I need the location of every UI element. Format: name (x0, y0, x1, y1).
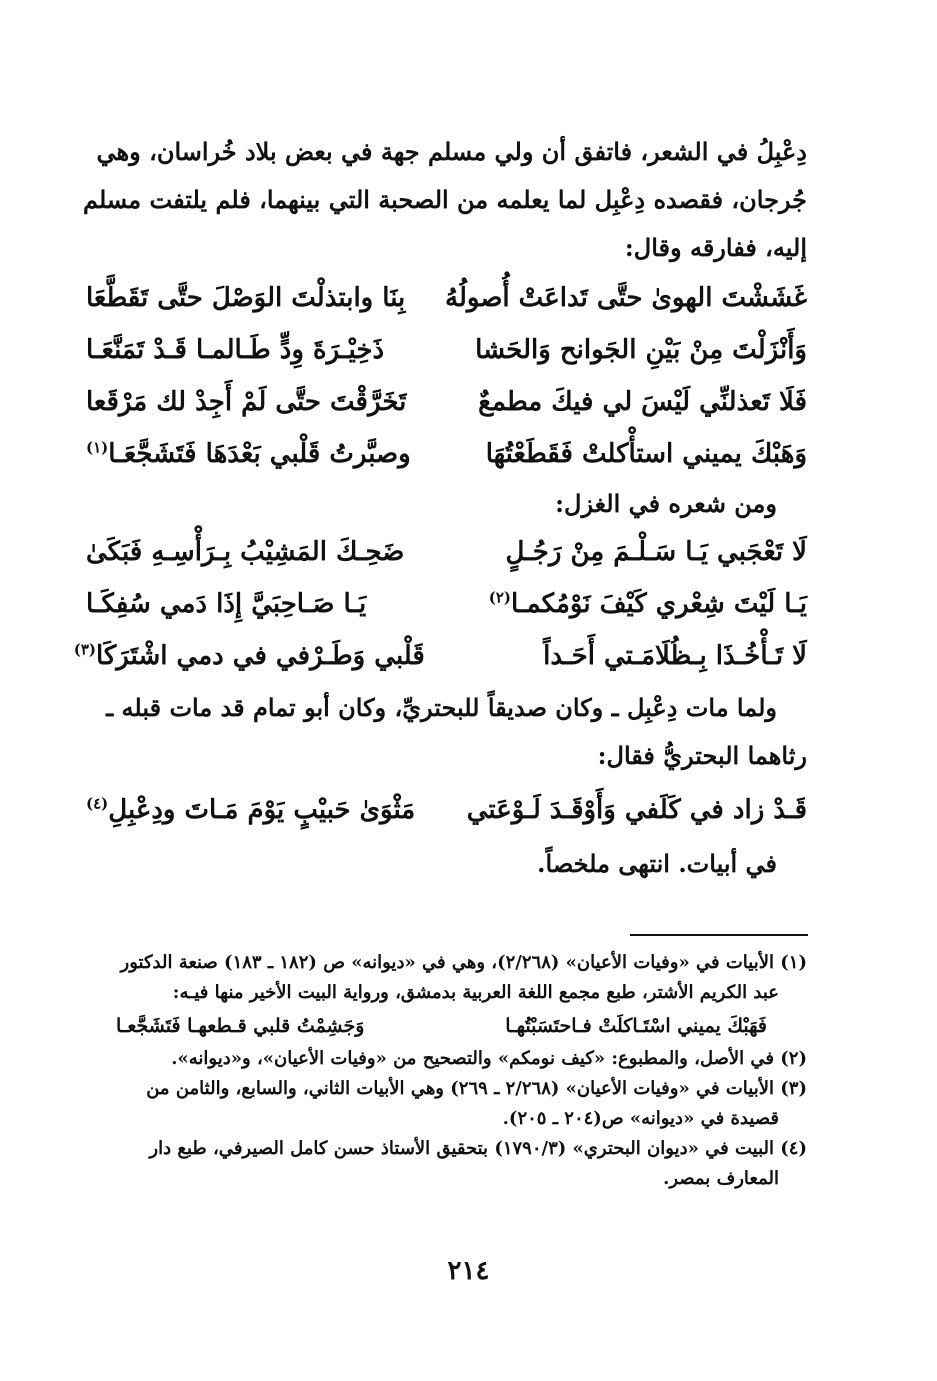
verse-line (86, 784, 807, 836)
verse-second-hemistich: ضَحِـكَ المَشِيْبُ بِـرَأْسِـهِ فَبَكَىٰ (86, 537, 405, 567)
footnote-4-cont: المعارف بمصر. (663, 1168, 779, 1189)
footnote-verse (86, 1008, 807, 1044)
hemistich-text: قَلْبي وَطَـرْفي في دمي اشْتَرَكَا (96, 641, 425, 671)
poem-first (86, 272, 807, 480)
text-line: في أبيات. انتهى ملخصاً. (537, 849, 777, 878)
verse-line (86, 272, 807, 324)
verse-line (73, 630, 807, 682)
verse-second-hemistich: ذَخِيْـرَةَ وِدٍّ طَـالمـا قَـدْ تَمَنَّعَـا (86, 335, 385, 365)
text-line: ولما مات دِعْبِل ـ وكان صديقاً للبحتريِّ، وكان أبو تمام قد مات قبله ـ (106, 693, 777, 722)
footnotes (86, 948, 807, 1194)
closing-line (86, 840, 807, 888)
verse-line (86, 526, 807, 578)
intro-paragraph (82, 128, 807, 272)
footnote-marker: (٤) (86, 794, 109, 813)
ghazal-intro (86, 480, 807, 528)
footnote-verse-second: وَجَشِمْتُ قلبي قـطعهـا فَتَشَجَّعـا (116, 1015, 365, 1037)
text-line: جُرجان، فقصده دِعْبِل لما يعلمه من الصحبة التي بينهما، فلم يلتفت مسلم (82, 185, 807, 214)
verse-first-hemistich: لَا تَعْجَبي يَـا سَـلْـمَ مِنْ رَجُـلٍ (505, 537, 807, 567)
footnote-marker: (٣) (73, 640, 96, 659)
verse-first-hemistich: غَشَشْتَ الهوىٰ حتَّى تَداعَتْ أُصولُهُ (445, 283, 807, 313)
verse-line (86, 376, 807, 428)
poem-second (73, 526, 807, 682)
verse-first-hemistich: وَأَنْزَلْتَ مِنْ بَيْنِ الجَوانح وَالحَشا (475, 335, 807, 365)
poem-third (86, 784, 807, 836)
verse-first-hemistich: لَا تَـأْخُـذَا بِـظُلَامَـتي أَحَـداً (543, 641, 807, 671)
verse-line (86, 428, 807, 480)
verse-second-hemistich (73, 630, 425, 682)
footnote-1: (١) الأبيات في «وفيات الأعيان» (٢/٢٦٨)، وهي في «ديوانه» ص (١٨٢ ـ ١٨٣) صنعة الدكتور (120, 952, 807, 973)
footnote-1-cont: عبد الكريم الأشتر، طبع مجمع اللغة العربية بدمشق، ورواية البيت الأخير منها فيـه: (172, 982, 779, 1003)
verse-second-hemistich: بِنَا وابتذلْتَ الوَصْلَ حتَّى تَقَطَّعَا (86, 283, 406, 313)
text-line: دِعْبِلُ في الشعر، فاتفق أن ولي مسلم جهة في بعض بلاد خُراسان، وهي (96, 137, 807, 166)
verse-first-hemistich: فَلَا تَعذلنِّي لَيْسَ لي فيكَ مطمعٌ (478, 387, 807, 417)
verse-line (86, 578, 807, 630)
verse-second-hemistich (86, 428, 425, 480)
hemistich-text: يَـا لَيْتَ شِعْري كَيْفَ نَوْمُكمـا (511, 589, 807, 619)
footnote-3-cont: قصيدة في «ديوانه» ص(٢٠٤ ـ ٢٠٥). (502, 1108, 779, 1129)
footnote-verse-first: فَهَبْكَ يميني اسْتَـاكلَتْ فـاحتَسَبْتُهـا (505, 1015, 767, 1037)
text-line: إليه، ففارقه وقال: (624, 233, 807, 262)
verse-second-hemistich: يَـا صَـاحِبَيَّ إِذَا دَمي سُفِكَـا (86, 589, 367, 619)
verse-second-hemistich (86, 784, 425, 836)
verse-line (86, 324, 807, 376)
footnote-2: (٢) في الأصل، والمطبوع: «كيف نومكم» والتصحيح من «وفيات الأعيان»، و«ديوانه». (171, 1048, 807, 1069)
footnote-3: (٣) الأبيات في «وفيات الأعيان» (٢/٢٦٨ ـ ٢٦٩) وهي الأبيات الثاني، والسابع، والثامن من (146, 1078, 807, 1099)
text-line: رثاهما البحتريُّ فقال: (597, 741, 807, 770)
verse-first-hemistich: وَهَبْكَ يميني استأْكلتْ فَقَطَعْتُهَا (485, 439, 807, 469)
verse-first-hemistich: قَـدْ زاد في كَلَفي وَأَوْقَـدَ لَـوْعَتي (466, 795, 807, 825)
page-number: ٢١٤ (447, 1256, 490, 1286)
death-paragraph (86, 684, 807, 780)
footnote-divider (630, 934, 808, 936)
footnote-marker: (١) (86, 438, 109, 457)
footnote-marker: (٢) (488, 588, 512, 607)
hemistich-text: مَثْوَىٰ حَبيْبٍ يَوْمَ مَـاتَ ودِعْبِلِ (108, 795, 416, 825)
text-line: ومن شعره في الغزل: (555, 489, 777, 518)
verse-first-hemistich (468, 578, 807, 630)
verse-second-hemistich: تَخَرَّقْتَ حتَّى لَمْ أَجِدْ لك مَرْقَعا (86, 387, 407, 417)
footnote-4: (٤) البيت في «ديوان البحتري» (١٧٩٠/٣) بتحقيق الأستاذ حسن كامل الصيرفي، طبع دار (149, 1138, 807, 1159)
hemistich-text: وصبَّرتُ قَلْبي بَعْدَهَا فَتَشَجَّعَـا (108, 439, 411, 469)
